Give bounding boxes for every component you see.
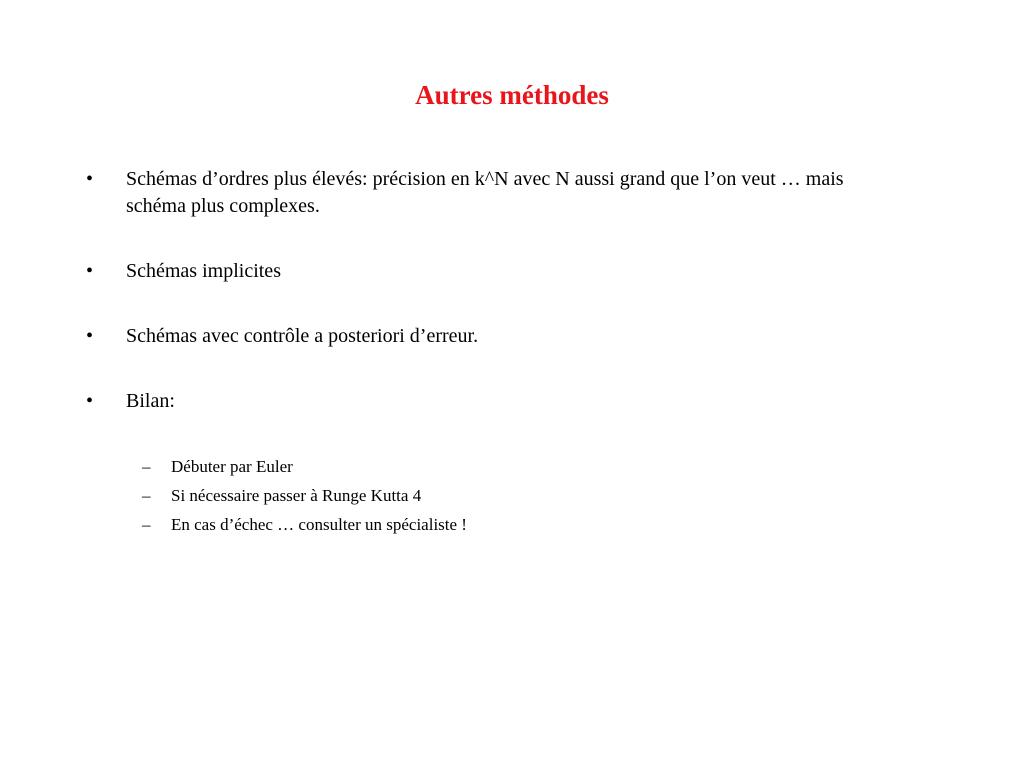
bullet-marker: • (86, 260, 94, 282)
bullet-item-summary (86, 388, 906, 415)
sub-item-runge-kutta (142, 481, 842, 510)
sub-item-text: En cas d’échec … consulter un spécialiste ! (171, 515, 467, 534)
bullet-text: Schémas avec contrôle a posteriori d’erreur. (126, 325, 479, 347)
bullet-list (86, 166, 906, 453)
dash-marker: – (142, 515, 151, 534)
bullet-item-error-control (86, 323, 906, 350)
bullet-text: Schémas implicites (126, 260, 281, 282)
bullet-text: Schémas d’ordres plus élevés: précision en k^N avec N aussi grand que l’on veut … mais schéma plus complexes. (126, 168, 844, 217)
bullet-item-higher-order (86, 166, 906, 220)
sub-bullet-list (142, 452, 842, 539)
dash-marker: – (142, 457, 151, 476)
bullet-item-implicit (86, 258, 906, 285)
bullet-marker: • (86, 168, 94, 190)
dash-marker: – (142, 486, 151, 505)
sub-item-euler (142, 452, 842, 481)
bullet-text: Bilan: (126, 390, 175, 412)
slide-title: Autres méthodes (415, 80, 609, 110)
sub-item-text: Débuter par Euler (171, 457, 293, 476)
sub-item-text: Si nécessaire passer à Runge Kutta 4 (171, 486, 422, 505)
sub-item-specialist (142, 510, 842, 539)
bullet-marker: • (86, 325, 94, 347)
bullet-marker: • (86, 390, 94, 412)
